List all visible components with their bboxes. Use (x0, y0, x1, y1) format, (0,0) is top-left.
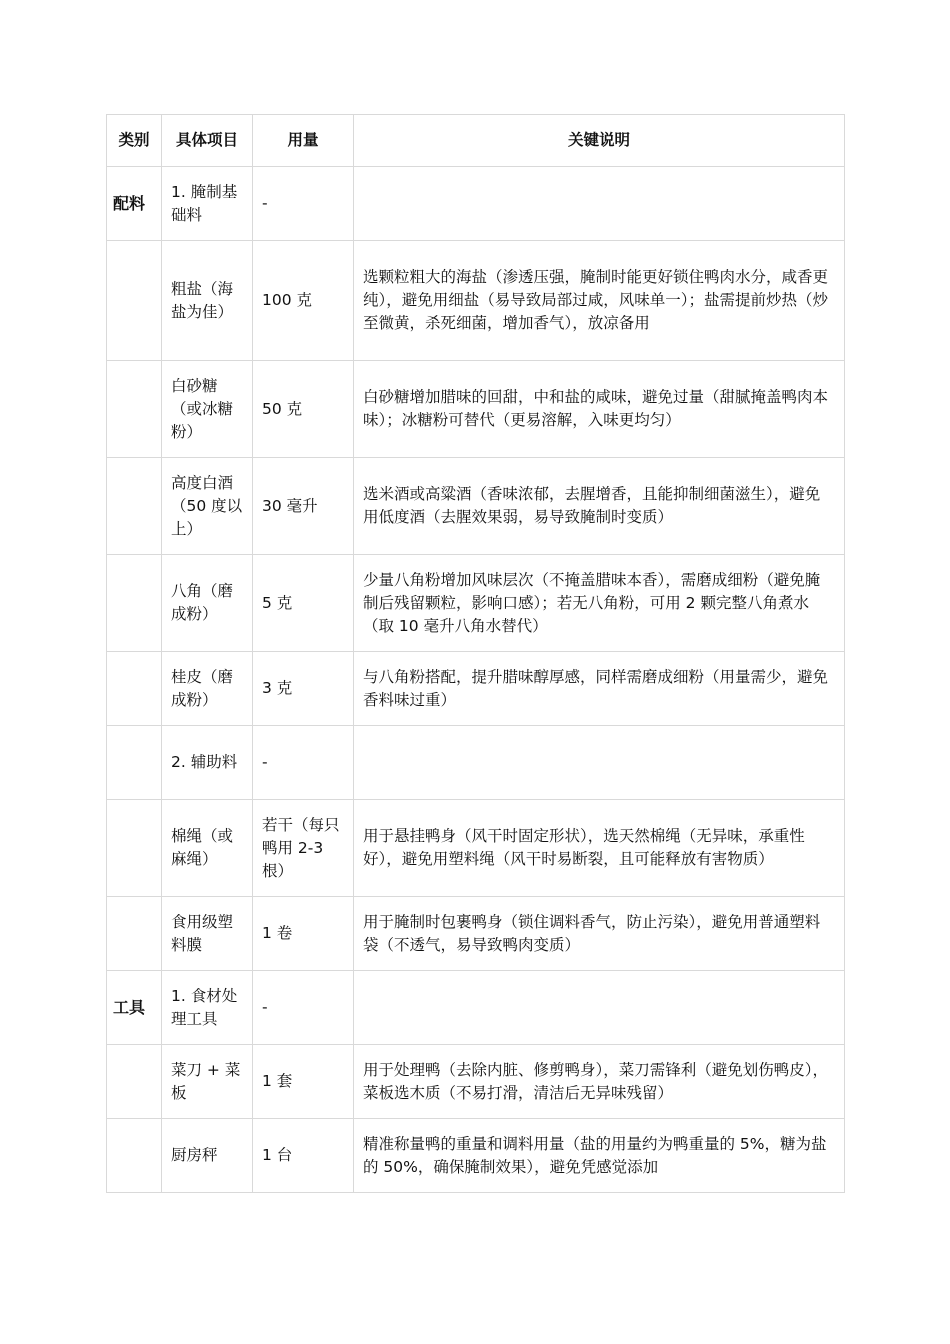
header-item: 具体项目 (162, 115, 253, 167)
row-amount: 若干（每只鸭用 2-3 根） (253, 800, 354, 897)
row-item: 1. 食材处理工具 (162, 971, 253, 1045)
table-row (107, 800, 845, 897)
row-note: 精准称量鸭的重量和调料用量（盐的用量约为鸭重量的 5%，糖为盐的 50%，确保腌制效果），避免凭感觉添加 (354, 1119, 845, 1193)
row-note (354, 167, 845, 241)
row-amount: 30 毫升 (253, 458, 354, 555)
row-category (107, 241, 162, 361)
row-amount: 1 卷 (253, 897, 354, 971)
row-item: 2. 辅助料 (162, 726, 253, 800)
row-item: 桂皮（磨成粉） (162, 652, 253, 726)
row-note: 用于处理鸭（去除内脏、修剪鸭身），菜刀需锋利（避免划伤鸭皮），菜板选木质（不易打滑，清洁后无异味残留） (354, 1045, 845, 1119)
row-category (107, 1045, 162, 1119)
table-row (107, 897, 845, 971)
table-row (107, 1045, 845, 1119)
row-note: 选米酒或高粱酒（香味浓郁，去腥增香，且能抑制细菌滋生），避免用低度酒（去腥效果弱，易导致腌制时变质） (354, 458, 845, 555)
table-row (107, 726, 845, 800)
row-category: 工具 (107, 971, 162, 1045)
row-category (107, 1119, 162, 1193)
header-category: 类别 (107, 115, 162, 167)
row-category (107, 555, 162, 652)
row-note (354, 726, 845, 800)
row-item: 高度白酒（50 度以上） (162, 458, 253, 555)
row-category (107, 458, 162, 555)
table-row (107, 241, 845, 361)
row-item: 八角（磨成粉） (162, 555, 253, 652)
row-amount: - (253, 167, 354, 241)
row-note: 选颗粒粗大的海盐（渗透压强，腌制时能更好锁住鸭肉水分，咸香更纯），避免用细盐（易导致局部过咸，风味单一）；盐需提前炒热（炒至微黄，杀死细菌，增加香气），放凉备用 (354, 241, 845, 361)
row-amount: 50 克 (253, 361, 354, 458)
header-note: 关键说明 (354, 115, 845, 167)
row-amount: 3 克 (253, 652, 354, 726)
row-amount: 5 克 (253, 555, 354, 652)
row-category (107, 361, 162, 458)
row-amount: - (253, 726, 354, 800)
row-category (107, 800, 162, 897)
table-row (107, 652, 845, 726)
row-category (107, 897, 162, 971)
row-note: 用于腌制时包裹鸭身（锁住调料香气，防止污染），避免用普通塑料袋（不透气，易导致鸭肉变质） (354, 897, 845, 971)
row-category (107, 652, 162, 726)
table-row (107, 555, 845, 652)
header-amount: 用量 (253, 115, 354, 167)
table-row (107, 1119, 845, 1193)
row-item: 1. 腌制基础料 (162, 167, 253, 241)
row-amount: - (253, 971, 354, 1045)
row-item: 棉绳（或麻绳） (162, 800, 253, 897)
row-note: 少量八角粉增加风味层次（不掩盖腊味本香），需磨成细粉（避免腌制后残留颗粒，影响口感）；若无八角粉，可用 2 颗完整八角煮水（取 10 毫升八角水替代） (354, 555, 845, 652)
table-header-row (107, 115, 845, 167)
row-amount: 1 台 (253, 1119, 354, 1193)
row-item: 食用级塑料膜 (162, 897, 253, 971)
row-category: 配料 (107, 167, 162, 241)
row-note: 用于悬挂鸭身（风干时固定形状），选天然棉绳（无异味，承重性好），避免用塑料绳（风干时易断裂，且可能释放有害物质） (354, 800, 845, 897)
row-item: 菜刀 + 菜板 (162, 1045, 253, 1119)
row-item: 厨房秤 (162, 1119, 253, 1193)
row-category (107, 726, 162, 800)
row-amount: 1 套 (253, 1045, 354, 1119)
row-note: 与八角粉搭配，提升腊味醇厚感，同样需磨成细粉（用量需少，避免香料味过重） (354, 652, 845, 726)
row-item: 粗盐（海盐为佳） (162, 241, 253, 361)
row-amount: 100 克 (253, 241, 354, 361)
ingredients-tools-table (106, 114, 845, 1193)
row-note (354, 971, 845, 1045)
row-note: 白砂糖增加腊味的回甜，中和盐的咸味，避免过量（甜腻掩盖鸭肉本味）；冰糖粉可替代（更易溶解，入味更均匀） (354, 361, 845, 458)
table-row (107, 167, 845, 241)
row-item: 白砂糖（或冰糖粉） (162, 361, 253, 458)
table-row (107, 458, 845, 555)
table-row (107, 361, 845, 458)
table-row (107, 971, 845, 1045)
